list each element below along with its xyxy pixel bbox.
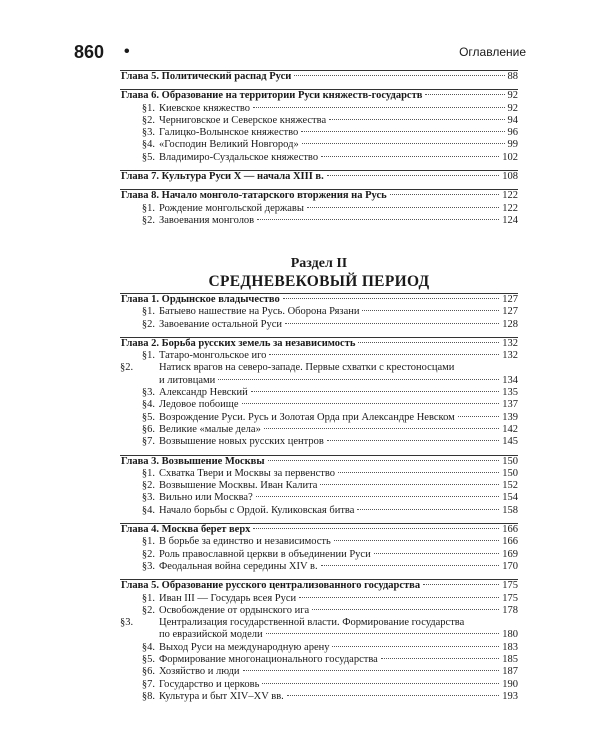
page-ref: 175: [502, 592, 518, 604]
toc-item-row-continued: [120, 629, 518, 641]
toc-item-row: [120, 642, 518, 654]
item-title: «Господин Великий Новгород»: [159, 139, 299, 151]
page-ref: 128: [502, 318, 518, 330]
item-number: §3.: [141, 127, 155, 139]
page-number: 860: [74, 42, 105, 62]
item-title: Александр Невский: [159, 387, 248, 399]
toc-item-row: [120, 492, 518, 504]
leader-dots: [283, 298, 499, 299]
page-ref: 152: [502, 480, 518, 492]
page-ref: 175: [502, 580, 518, 592]
toc-chapter-row: [120, 524, 518, 536]
item-title-continued: и литовцами: [159, 374, 216, 386]
leader-dots: [312, 609, 499, 610]
item-title: Формирование многонационального государства: [159, 654, 378, 666]
leader-dots: [218, 379, 499, 380]
toc-item-row: [120, 127, 518, 139]
item-title: Натиск врагов на северо-западе. Первые схватки с крестоносцами: [159, 362, 455, 374]
item-title: Батыево нашествие на Русь. Оборона Рязани: [159, 306, 360, 318]
page-ref: 150: [502, 467, 518, 479]
item-number: §2.: [141, 548, 155, 560]
chapter-title: Глава 8. Начало монголо-татарского вторжения на Русь: [121, 190, 387, 202]
page-ref: 94: [507, 114, 518, 126]
chapter-title: Глава 1. Ордынское владычество: [121, 294, 280, 305]
leader-dots: [287, 695, 499, 696]
page-ref: 124: [502, 214, 518, 226]
item-title: Государство и церковь: [159, 678, 260, 690]
item-title: Схватка Твери и Москвы за первенство: [159, 467, 335, 479]
leader-dots: [327, 440, 499, 441]
leader-dots: [307, 207, 499, 208]
item-title: Возвышение Москвы. Иван Калита: [159, 480, 318, 492]
item-number: §8.: [141, 690, 155, 702]
leader-dots: [321, 156, 499, 157]
item-number: §3.: [141, 560, 155, 572]
item-number: §3.: [120, 617, 134, 629]
toc-chapter-row: [120, 190, 518, 202]
leader-dots: [269, 354, 499, 355]
chapter-title: Глава 4. Москва берет верх: [121, 524, 251, 536]
leader-dots: [327, 175, 500, 176]
page-ref: 127: [502, 294, 518, 305]
leader-dots: [374, 553, 500, 554]
item-title: Возрождение Руси. Русь и Золотая Орда при Александре Невском: [159, 411, 455, 423]
toc-item-row: [120, 617, 518, 629]
leader-dots: [302, 143, 505, 144]
toc-item-row: [120, 152, 518, 164]
leader-dots: [253, 107, 504, 108]
item-number: §2.: [141, 214, 155, 226]
item-title: Феодальная война середины XIV в.: [159, 560, 318, 572]
item-title: Культура и быт XIV–XV вв.: [159, 690, 284, 702]
page-ref: 122: [502, 202, 518, 214]
item-title: Возвышение новых русских центров: [159, 436, 324, 448]
item-title: Роль православной церкви в объединении Руси: [159, 548, 371, 560]
page-ref: 170: [502, 560, 518, 572]
toc-item-row: [120, 387, 518, 399]
page-ref: 135: [502, 387, 518, 399]
toc-chapter-row: [120, 580, 518, 592]
leader-dots: [242, 403, 500, 404]
toc-item-row: [120, 139, 518, 151]
toc-block-part1: [120, 70, 518, 227]
item-number: §4.: [141, 139, 155, 151]
item-number: §4.: [141, 641, 155, 653]
toc-item-row: [120, 399, 518, 411]
leader-dots: [329, 119, 504, 120]
page-ref: 122: [502, 190, 518, 202]
page-ref: 193: [502, 690, 518, 702]
page-ref: 169: [502, 548, 518, 560]
item-title: Иван III — Государь всея Руси: [159, 592, 297, 604]
item-title: Владимиро-Суздальское княжество: [159, 151, 319, 163]
toc-item-row: [120, 654, 518, 666]
toc-item-row: [120, 362, 518, 374]
toc-item-row: [120, 593, 518, 605]
leader-dots: [423, 584, 499, 585]
item-number: §4.: [141, 504, 155, 516]
page-ref: 137: [502, 399, 518, 411]
page-ref: 185: [502, 654, 518, 666]
page-ref: 180: [502, 629, 518, 641]
toc-item-row: [120, 350, 518, 362]
leader-dots: [253, 528, 499, 529]
leader-dots: [268, 460, 500, 461]
section-heading: [120, 256, 518, 292]
leader-dots: [381, 658, 499, 659]
leader-dots: [320, 484, 499, 485]
page-ref: 132: [502, 350, 518, 362]
item-title: Выход Руси на международную арену: [159, 641, 330, 653]
leader-dots: [262, 683, 499, 684]
page-ref: 92: [507, 102, 518, 114]
item-title: Черниговское и Северское княжества: [159, 114, 327, 126]
item-title: Великие «малые дела»: [159, 423, 261, 435]
toc-chapter-row: [120, 456, 518, 468]
item-number: §5.: [141, 151, 155, 163]
page-ref: 145: [502, 436, 518, 448]
item-number: §1.: [141, 467, 155, 479]
page-ref: 88: [507, 71, 518, 82]
chapter-title: Глава 2. Борьба русских земель за независимость: [121, 337, 356, 349]
leader-dots: [251, 391, 500, 392]
leader-dots: [321, 565, 500, 566]
section-title: СРЕДНЕВЕКОВЫЙ ПЕРИОД: [208, 273, 430, 290]
page-ref: 190: [502, 678, 518, 690]
item-number: §3.: [141, 387, 155, 399]
item-title: Завоевания монголов: [159, 214, 255, 226]
page-ref: 132: [502, 337, 518, 349]
leader-dots: [334, 540, 499, 541]
page-ref: 142: [502, 423, 518, 435]
toc-chapter-row: [120, 338, 518, 350]
item-title: Централизация государственной власти. Формирование государства: [159, 617, 465, 629]
item-number: §4.: [141, 399, 155, 411]
item-number: §2.: [141, 480, 155, 492]
page-ref: 99: [507, 139, 518, 151]
item-number: §2.: [141, 604, 155, 616]
chapter-title: Глава 5. Образование русского централизованного государства: [121, 580, 421, 592]
leader-dots: [338, 472, 499, 473]
toc-item-row: [120, 536, 518, 548]
item-title: Начало борьбы с Ордой. Куликовская битва: [159, 504, 355, 516]
leader-dots: [332, 646, 499, 647]
page-ref: 102: [502, 151, 518, 163]
toc-item-row: [120, 319, 518, 331]
item-number: §1.: [141, 592, 155, 604]
toc-item-row: [120, 103, 518, 115]
toc-item-row-continued: [120, 375, 518, 387]
item-number: §3.: [141, 492, 155, 504]
toc-item-row: [120, 480, 518, 492]
leader-dots: [301, 131, 504, 132]
toc-item-row: [120, 679, 518, 691]
item-number: §1.: [141, 350, 155, 362]
toc-item-row: [120, 691, 518, 703]
leader-dots: [256, 496, 500, 497]
item-title: Завоевание остальной Руси: [159, 318, 283, 330]
item-number: §2.: [141, 318, 155, 330]
item-title: Киевское княжество: [159, 102, 251, 114]
item-title: Вильно или Москва?: [159, 492, 253, 504]
header-bullet: •: [124, 43, 130, 60]
page-ref: 127: [502, 306, 518, 318]
toc-chapter-row: [120, 90, 518, 102]
leader-dots: [243, 670, 500, 671]
toc-item-row: [120, 215, 518, 227]
item-number: §7.: [141, 436, 155, 448]
item-title: В борьбе за единство и независимость: [159, 536, 331, 548]
item-number: §7.: [141, 678, 155, 690]
toc-item-row: [120, 424, 518, 436]
item-number: §6.: [141, 423, 155, 435]
leader-dots: [358, 342, 499, 343]
toc-item-row: [120, 203, 518, 215]
toc-item-row: [120, 115, 518, 127]
page-ref: 178: [502, 604, 518, 616]
page-ref: 154: [502, 492, 518, 504]
chapter-title: Глава 5. Политический распад Руси: [121, 71, 292, 82]
item-number: §1.: [141, 306, 155, 318]
chapter-title: Глава 3. Возвышение Москвы: [121, 455, 265, 467]
item-title-continued: по евразийской модели: [159, 629, 263, 641]
page-ref: 166: [502, 524, 518, 536]
page-ref: 158: [502, 504, 518, 516]
toc-item-row: [120, 549, 518, 561]
leader-dots: [390, 194, 500, 195]
page-ref: 187: [502, 666, 518, 678]
item-title: Татаро-монгольское иго: [159, 350, 267, 362]
item-number: §1.: [141, 202, 155, 214]
leader-dots: [299, 597, 499, 598]
item-number: §6.: [141, 666, 155, 678]
item-title: Галицко-Волынское княжество: [159, 127, 299, 139]
toc-item-row: [120, 505, 518, 517]
leader-dots: [425, 94, 504, 95]
item-number: §2.: [141, 114, 155, 126]
page-ref: 96: [507, 127, 518, 139]
leader-dots: [362, 310, 499, 311]
toc-item-row: [120, 666, 518, 678]
toc-item-row: [120, 412, 518, 424]
running-header: [74, 41, 526, 63]
toc-item-row: [120, 468, 518, 480]
item-number: §5.: [141, 411, 155, 423]
page-ref: 134: [502, 374, 518, 386]
toc-chapter-row: [120, 294, 518, 306]
toc-chapter-row: [120, 171, 518, 183]
leader-dots: [257, 219, 499, 220]
chapter-title: Глава 6. Образование на территории Руси княжеств-государств: [121, 90, 423, 102]
item-number: §1.: [141, 102, 155, 114]
page-ref: 166: [502, 536, 518, 548]
section-number: Раздел II: [290, 256, 348, 271]
item-title: Хозяйство и люди: [159, 666, 240, 678]
item-title: Освобождение от ордынского ига: [159, 604, 310, 616]
toc-item-row: [120, 561, 518, 573]
leader-dots: [264, 428, 499, 429]
header-title: Оглавление: [459, 45, 526, 59]
toc-item-row: [120, 605, 518, 617]
page-ref: 139: [502, 411, 518, 423]
page-ref: 108: [502, 171, 518, 183]
leader-dots: [285, 323, 499, 324]
chapter-title: Глава 7. Культура Руси X — начала XIII в.: [121, 171, 324, 183]
leader-dots: [357, 509, 499, 510]
item-number: §1.: [141, 536, 155, 548]
toc-item-row: [120, 436, 518, 448]
leader-dots: [294, 75, 504, 76]
leader-dots: [458, 416, 499, 417]
leader-dots: [266, 633, 500, 634]
item-title: Рождение монгольской державы: [159, 202, 304, 214]
toc-block-part2: [120, 293, 518, 703]
page-ref: 150: [502, 455, 518, 467]
item-title: Ледовое побоище: [159, 399, 239, 411]
item-number: §5.: [141, 654, 155, 666]
page-ref: 183: [502, 641, 518, 653]
item-number: §2.: [120, 362, 134, 374]
page-ref: 92: [507, 90, 518, 102]
toc-chapter-row: [120, 71, 518, 83]
toc-item-row: [120, 306, 518, 318]
